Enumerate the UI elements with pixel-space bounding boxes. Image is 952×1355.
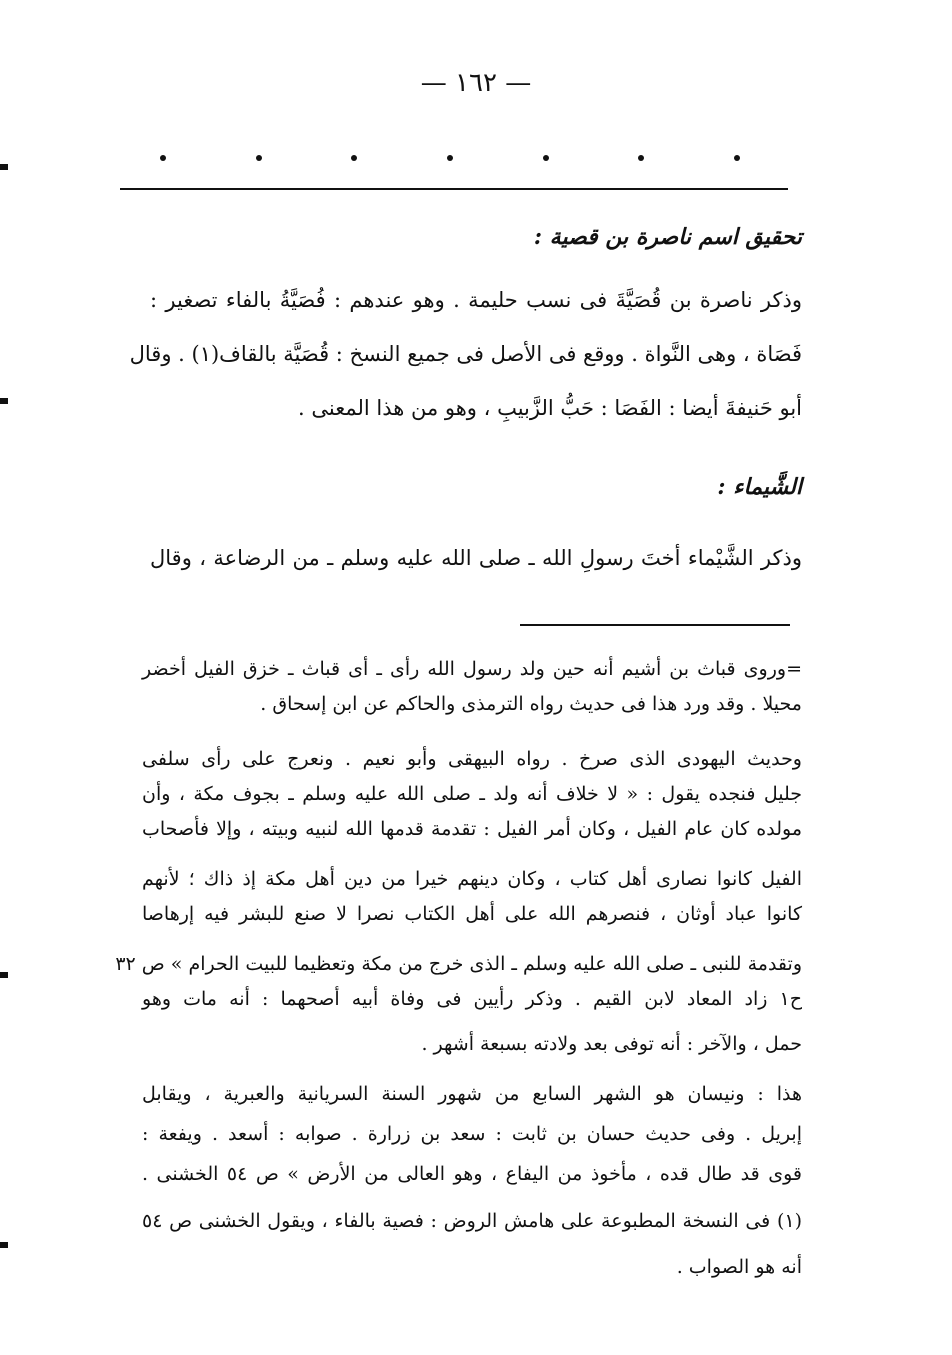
footnote-line: أنه هو الصواب . — [676, 1256, 802, 1278]
footnote-line: =وروى قباث بن أشيم أنه حين ولد رسول الله رأى ـ أى قباث ـ خزق الفيل أخضر — [142, 658, 802, 680]
ornament-dots — [160, 148, 740, 168]
footnote-line: جليل فنجده يقول : « لا خلاف أنه ولد ـ صلى الله عليه وسلم ـ بجوف مكة ، وأن — [142, 783, 802, 805]
margin-mark — [0, 1242, 8, 1248]
section-heading-nasira: تحقيق اسم ناصرة بن قصية : — [533, 224, 802, 250]
footnote-line: الفيل كانوا نصارى أهل كتاب ، وكان دينهم خيرا من دين أهل مكة إذ ذاك ؛ لأنهم — [142, 868, 802, 890]
ornament-dot — [543, 155, 549, 161]
body-line: فَصَاة ، وهى النَّواة . ووقع فى الأصل فى جميع النسخ : قُصَيَّة بالقاف(١) . وقال — [129, 342, 802, 366]
top-rule — [120, 188, 788, 190]
body-line: أبو حَنيفةَ أيضا : الفَصَا : حَبُّ الزَّبيبِ ، وهو من هذا المعنى . — [298, 396, 802, 420]
body-line: وذكر ناصرة بن قُصَيَّةَ فى نسب حليمة . وهو عندهم : فُصَيَّةُ بالفاء تصغير : — [150, 288, 802, 312]
footnote-rule — [520, 624, 790, 626]
body-line: وذكر الشَّيْماء أختَ رسولِ الله ـ صلى الله عليه وسلم ـ من الرضاعة ، وقال — [150, 546, 802, 570]
margin-mark — [0, 164, 8, 170]
footnote-line: قوى قد طال قده ، مأخوذ من اليفاع ، وهو العالى من الأرض » ص ٥٤ الخشنى . — [142, 1163, 802, 1185]
margin-mark — [0, 972, 8, 978]
ornament-dot — [351, 155, 357, 161]
footnote-line: ح١ زاد المعاد لابن القيم . وذكر رأيين فى وفاة أبيه أصحهما : أنه مات وهو — [142, 988, 802, 1010]
section-heading-shayma: الشَّيماء : — [717, 474, 802, 500]
footnote-line: كانوا عباد أوثان ، فنصرهم الله على أهل الكتاب نصرا لا صنع للبشر فيه إرهاصا — [142, 903, 802, 925]
page-number: — ١٦٢ — — [420, 68, 532, 98]
margin-mark — [0, 398, 8, 404]
ornament-dot — [734, 155, 740, 161]
footnote-line: وتقدمة للنبى ـ صلى الله عليه وسلم ـ الذى خرج من مكة وتعظيما للبيت الحرام » ص ٣٢ — [115, 953, 802, 975]
footnote-line: (١) فى النسخة المطبوعة على هامش الروض : فصية بالفاء ، ويقول الخشنى ص ٥٤ — [142, 1210, 802, 1232]
footnote-line: وحديث اليهودى الذى صرخ . رواه البيهقى وأبو نعيم . ونعرج على رأى سلفى — [142, 748, 802, 770]
ornament-dot — [160, 155, 166, 161]
footnote-line: محيلا . وقد ورد هذا فى حديث رواه الترمذى والحاكم عن ابن إسحاق . — [260, 693, 802, 715]
footnote-line: مولده كان عام الفيل ، وكان أمر الفيل : تقدمة قدمها الله لنبيه وبيته ، وإلا فأصحاب — [142, 818, 802, 840]
footnote-line: حمل ، والآخر : أنه توفى بعد ولادته بسبعة أشهر . — [421, 1033, 802, 1055]
footnote-line: هذا : ونيسان هو الشهر السابع من شهور السنة السريانية والعبرية ، ويقابل — [142, 1083, 802, 1105]
ornament-dot — [256, 155, 262, 161]
ornament-dot — [447, 155, 453, 161]
ornament-dot — [638, 155, 644, 161]
footnote-line: إبريل . وفى حديث حسان بن ثابت : سعد بن زرارة . صوابه : أسعد . ويفعة : — [142, 1123, 802, 1145]
